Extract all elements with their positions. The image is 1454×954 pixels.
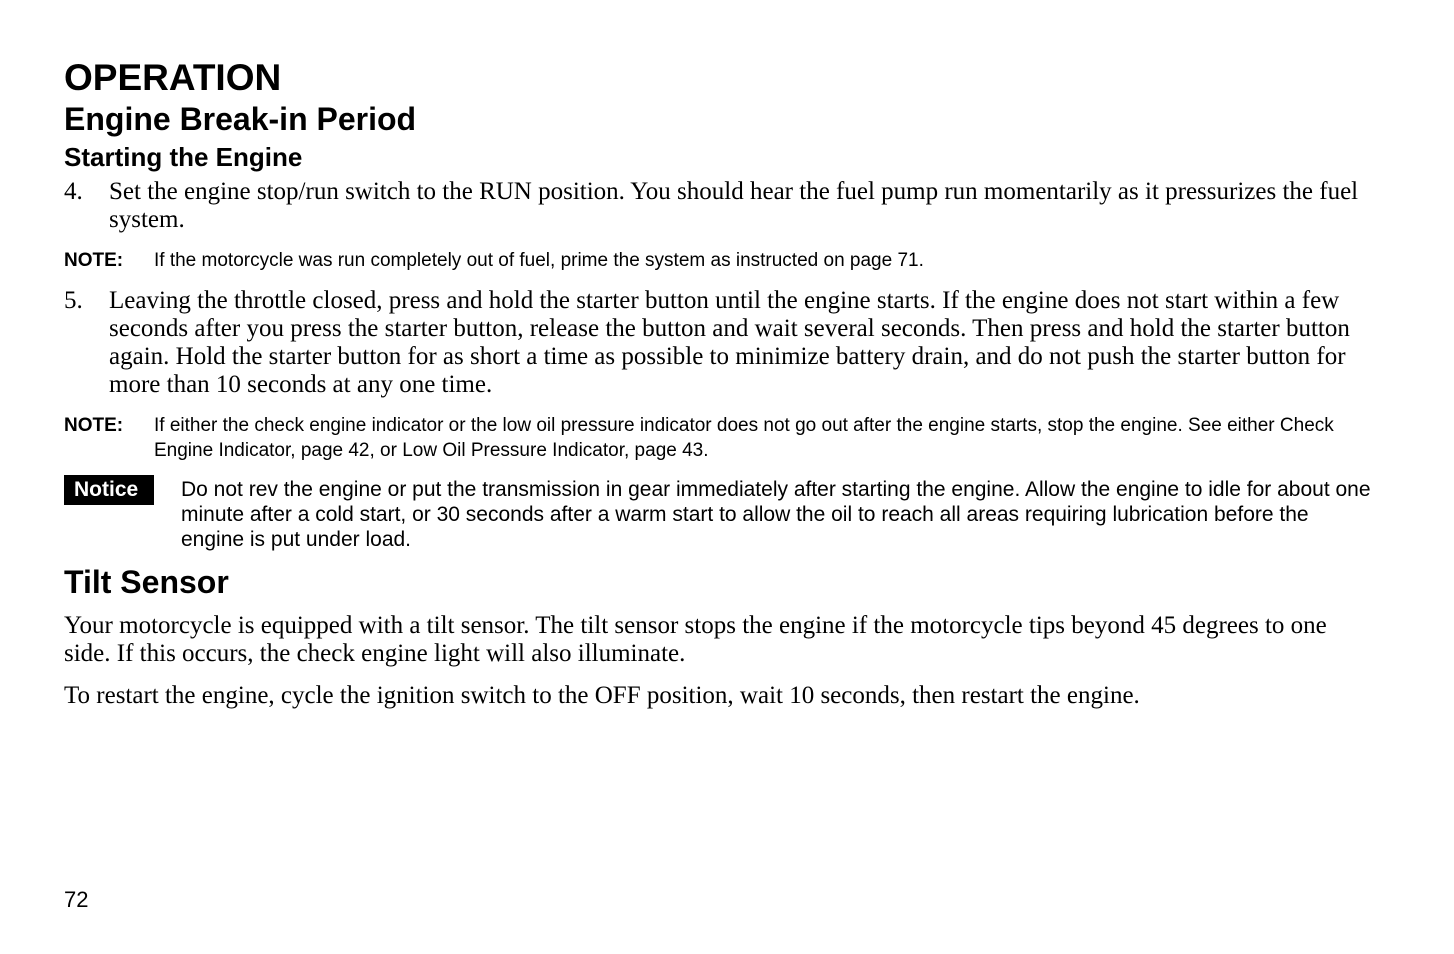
step-text: Set the engine stop/run switch to the RUN position. You should hear the fuel pump run momentarily as it pressurizes the fuel system. xyxy=(109,178,1359,233)
section-title: OPERATION xyxy=(64,57,282,98)
page-number: 72 xyxy=(64,887,89,912)
notice-block xyxy=(64,477,1374,552)
note-indicators xyxy=(64,413,1374,463)
step-text: Leaving the throttle closed, press and hold the starter button until the engine starts. If the engine does not start within a few seconds after you press the starter button, release the button and wait several seconds. Then press and hold the starter button again. Hold the starter button for as short a time as possible to minimize battery drain, and do not push the starter button for more than 10 seconds at any one time. xyxy=(109,287,1350,398)
note-text: If either the check engine indicator or the low oil pressure indicator does not go out after the engine starts, stop the engine. See either Check Engine Indicator, page 42, or Low Oil Pressure Indicator, page 43. xyxy=(154,415,1334,461)
tilt-sensor-paragraph: To restart the engine, cycle the ignition switch to the OFF position, wait 10 seconds, then restart the engine. xyxy=(64,682,1140,709)
step-5 xyxy=(64,287,1374,399)
topic-title: Starting the Engine xyxy=(64,142,303,172)
tilt-sensor-paragraph: Your motorcycle is equipped with a tilt sensor. The tilt sensor stops the engine if the motorcycle tips beyond 45 degrees to one side. If this occurs, the check engine light will also illuminate. xyxy=(64,612,1327,667)
note-fuel-prime xyxy=(64,248,1374,273)
step-4 xyxy=(64,178,1374,234)
notice-text: Do not rev the engine or put the transmission in gear immediately after starting the engine. Allow the engine to idle for about one minute after a cold start, or 30 seconds after a warm start to allow the oil to reach all areas requiring lubrication before the engine is put under load. xyxy=(181,478,1371,551)
note-label: NOTE: xyxy=(64,250,124,271)
tilt-sensor-heading: Tilt Sensor xyxy=(64,564,229,600)
subsection-title: Engine Break-in Period xyxy=(64,101,417,137)
step-number: 4. xyxy=(64,178,83,205)
notice-badge-wrap xyxy=(64,477,181,552)
step-number: 5. xyxy=(64,287,83,314)
note-text: If the motorcycle was run completely out of fuel, prime the system as instructed on page 71. xyxy=(154,250,924,271)
notice-badge: Notice xyxy=(64,475,154,505)
manual-page xyxy=(64,56,1374,724)
note-label: NOTE: xyxy=(64,415,124,436)
